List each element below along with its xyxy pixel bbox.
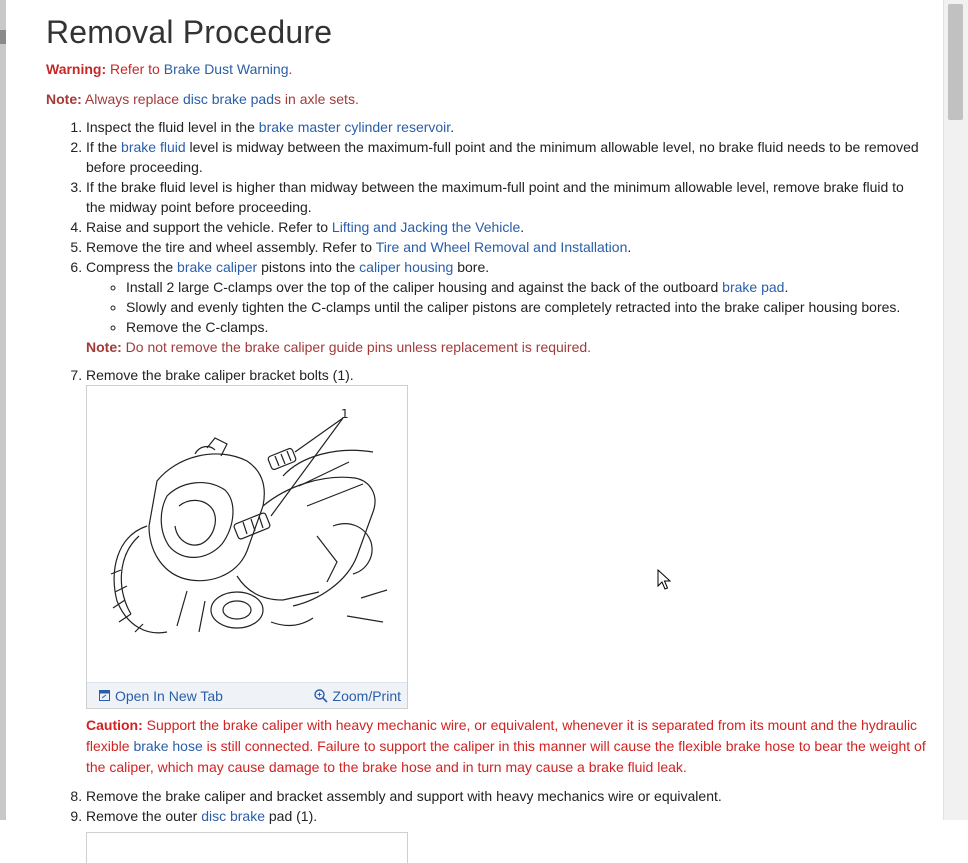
- page-title: Removal Procedure: [46, 14, 333, 50]
- brake-dust-warning-link[interactable]: Brake Dust Warning: [163, 61, 289, 77]
- step-6-note: [86, 337, 926, 357]
- step-6-note-text: Do not remove the brake caliper guide pins unless replacement is required.: [125, 339, 592, 355]
- note-label: Note:: [46, 91, 82, 107]
- substep-2-text: Slowly and evenly tighten the C-clamps until the caliper pistons are completely retracted into the brake caliper housing bores.: [126, 299, 901, 315]
- step-9-tail: pad (1).: [268, 808, 318, 824]
- disc-brake-pad-link[interactable]: disc brake pad: [182, 91, 275, 107]
- step-1: [86, 117, 926, 137]
- procedure-content: [46, 0, 926, 863]
- zoom-print-button[interactable]: [314, 686, 401, 706]
- caliper-illustration: [87, 386, 407, 680]
- step-5-tail: .: [627, 239, 632, 255]
- step-7-text: Remove the brake caliper bracket bolts (1).: [86, 367, 354, 383]
- brake-caliper-link[interactable]: brake caliper: [177, 259, 258, 275]
- scrollbar-thumb[interactable]: [948, 4, 963, 120]
- step-6: [86, 257, 926, 357]
- caution-tail: is still connected. Failure to support the caliper in this manner will cause the flexible brake hose to bear the weight of the caliper, which may cause damage to the brake hose and in turn may cause a brake fluid leak.: [86, 738, 926, 775]
- step-7: [86, 365, 926, 778]
- step-4: [86, 217, 926, 237]
- step-9: [86, 806, 926, 863]
- substep-1-tail: .: [784, 279, 789, 295]
- note-top: [46, 89, 926, 109]
- callout-1: 1: [341, 407, 349, 421]
- warning-period: .: [288, 61, 293, 77]
- step-5-text: Remove the tire and wheel assembly. Refer to: [86, 239, 373, 255]
- note-text: Always replace: [84, 91, 180, 107]
- caution-block: [86, 715, 926, 778]
- tire-wheel-removal-link[interactable]: Tire and Wheel Removal and Installation: [375, 239, 628, 255]
- warning-text: Refer to: [110, 61, 160, 77]
- note-tail: s in axle sets.: [274, 91, 359, 107]
- warning-line: [46, 59, 926, 79]
- step-2: [86, 137, 926, 177]
- lifting-and-jacking-link[interactable]: Lifting and Jacking the Vehicle: [331, 219, 521, 235]
- brake-master-cylinder-reservoir-link[interactable]: brake master cylinder reservoir: [258, 119, 451, 135]
- zoom-print-label: Zoom/Print: [332, 687, 401, 704]
- caliper-bracket-bolts-figure: [86, 385, 408, 709]
- vertical-scrollbar[interactable]: [943, 0, 968, 820]
- edge-marker: [0, 30, 6, 44]
- step-5: [86, 237, 926, 257]
- brake-hose-link[interactable]: brake hose: [133, 738, 203, 754]
- step-1-text: Inspect the fluid level in the: [86, 119, 255, 135]
- step-6-substeps: [86, 277, 926, 337]
- brake-pad-link[interactable]: brake pad: [722, 279, 785, 295]
- substep-3-text: Remove the C-clamps.: [126, 319, 269, 335]
- caution-text: Support the brake caliper with heavy mechanic wire, or equivalent, whenever it is separated from its mount and the hydraulic flexible: [86, 717, 918, 754]
- step-6-note-label: Note:: [86, 339, 122, 355]
- step-4-tail: .: [520, 219, 525, 235]
- figure-toolbar: [87, 682, 407, 708]
- step-6-mid: pistons into the: [261, 259, 356, 275]
- open-in-new-tab-button[interactable]: [99, 686, 223, 706]
- substep-tighten-clamps: [126, 297, 926, 317]
- step-8-text: Remove the brake caliper and bracket assembly and support with heavy mechanics wire or equivalent.: [86, 788, 722, 804]
- step-6-text: Compress the: [86, 259, 174, 275]
- substep-remove-clamps: [126, 317, 926, 337]
- step-2-text: If the: [86, 139, 118, 155]
- caution-label: Caution:: [86, 717, 143, 733]
- outer-pad-figure: [86, 832, 408, 863]
- brake-fluid-link[interactable]: brake fluid: [121, 139, 186, 155]
- step-4-text: Raise and support the vehicle. Refer to: [86, 219, 329, 235]
- step-3: [86, 177, 926, 217]
- step-6-tail: bore.: [457, 259, 490, 275]
- disc-brake-link[interactable]: disc brake: [201, 808, 265, 824]
- procedure-steps: [46, 117, 926, 863]
- caliper-housing-link[interactable]: caliper housing: [359, 259, 454, 275]
- mouse-pointer-icon: [657, 569, 671, 591]
- step-8: [86, 786, 926, 806]
- left-window-edge: [0, 0, 6, 820]
- warning-label: Warning:: [46, 61, 107, 77]
- step-2-tail: level is midway between the maximum-full point and the minimum allowable level, no brake fluid needs to be removed before proceeding.: [86, 139, 919, 175]
- open-new-tab-icon: [99, 690, 110, 701]
- step-9-text: Remove the outer: [86, 808, 198, 824]
- substep-1-text: Install 2 large C-clamps over the top of the caliper housing and against the back of the outboard: [126, 279, 719, 295]
- step-1-tail: .: [450, 119, 455, 135]
- open-in-new-tab-label: Open In New Tab: [115, 687, 223, 704]
- zoom-icon: [314, 689, 328, 703]
- substep-install-clamps: [126, 277, 926, 297]
- step-3-text: If the brake fluid level is higher than midway between the maximum-full point and the minimum allowable level, remove brake fluid to the midway point before proceeding.: [86, 179, 904, 215]
